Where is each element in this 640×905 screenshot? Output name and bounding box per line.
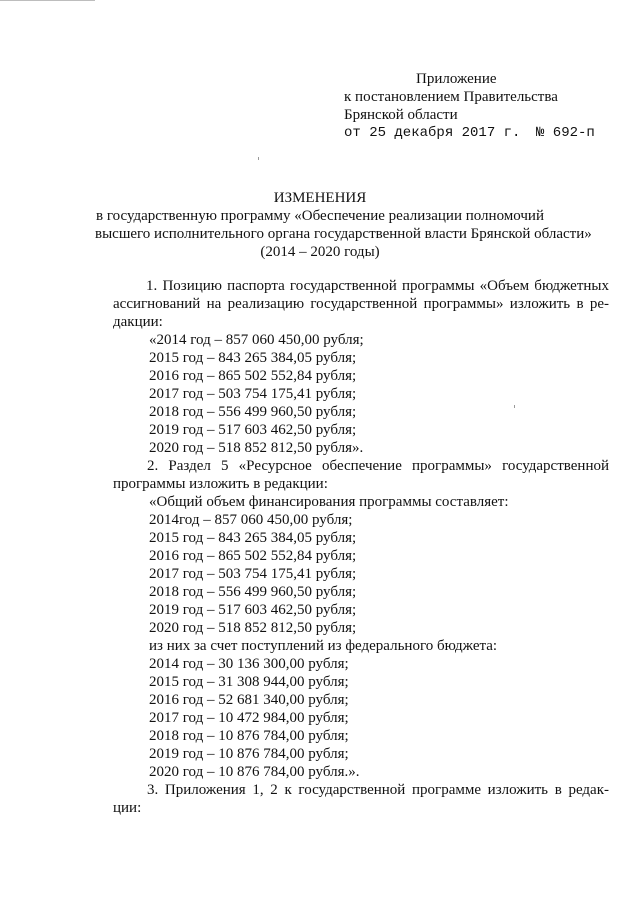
item2-amount: 2018 год – 556 499 960,50 рубля; (149, 584, 357, 600)
document-heading (95, 189, 592, 261)
scan-speck (258, 157, 259, 160)
annex-number: № 692-п (536, 125, 595, 141)
item2-federal-amount: 2014 год – 30 136 300,00 рубля; (149, 656, 349, 672)
item2-federal-amount: 2017 год – 10 472 984,00 рубля; (149, 710, 349, 726)
annex-title: Приложение (416, 71, 497, 87)
item1-amount: 2019 год – 517 603 462,50 рубля; (149, 422, 357, 438)
heading-line-1: в государственную программу «Обеспечение реализации полномочий (96, 208, 544, 224)
document-body (113, 277, 609, 817)
item1-line-2: ассигнований на реализацию государственной программы» изложить в ре- (113, 296, 609, 312)
item1-amount: 2016 год – 865 502 552,84 рубля; (149, 368, 357, 384)
item2-federal-amount: 2015 год – 31 308 944,00 рубля; (149, 674, 349, 690)
item2-total-label: «Общий объем финансирования программы составляет: (149, 494, 509, 510)
item2-line-2: программы изложить в редакции: (113, 476, 328, 492)
annex-region-line: Брянской области (344, 107, 458, 123)
item2-amount: 2020 год – 518 852 812,50 рубля; (149, 620, 357, 636)
item2-amount: 2016 год – 865 502 552,84 рубля; (149, 548, 357, 564)
item1-amount: 2018 год – 556 499 960,50 рубля; (149, 404, 357, 420)
annex-resolution-line: к постановлением Правительства (344, 89, 558, 105)
item2-federal-label: из них за счет поступлений из федерального бюджета: (149, 638, 498, 654)
item1-amount: 2020 год – 518 852 812,50 рубля». (149, 440, 364, 456)
heading-line-2: высшего исполнительного органа государственной власти Брянской области» (95, 226, 592, 242)
item1-amount: 2017 год – 503 754 175,41 рубля; (149, 386, 357, 402)
item1-line-3: дакции: (113, 314, 163, 330)
annex-date: от 25 декабря 2017 г. (344, 125, 521, 141)
item2-amount: 2019 год – 517 603 462,50 рубля; (149, 602, 357, 618)
annex-date-line (344, 124, 624, 142)
item3-line-1: 3. Приложения 1, 2 к государственной программе изложить в редак- (147, 782, 609, 798)
item1-line-1: 1. Позицию паспорта государственной программы «Объем бюджетных (146, 278, 609, 294)
item2-amount: 2014год – 857 060 450,00 рубля; (149, 512, 353, 528)
item2-amount: 2017 год – 503 754 175,41 рубля; (149, 566, 357, 582)
heading-line-3: (2014 – 2020 годы) (260, 244, 380, 260)
heading-title: ИЗМЕНЕНИЯ (273, 190, 367, 206)
annex-block (344, 70, 624, 142)
item3-line-2: ции: (113, 800, 142, 816)
item2-amount: 2015 год – 843 265 384,05 рубля; (149, 530, 357, 546)
scan-artifact (0, 0, 95, 1)
item2-line-1: 2. Раздел 5 «Ресурсное обеспечение программы» государственной (147, 458, 609, 474)
item1-amount: «2014 год – 857 060 450,00 рубля; (149, 332, 364, 348)
item2-federal-amount: 2018 год – 10 876 784,00 рубля; (149, 728, 349, 744)
item2-federal-amount: 2016 год – 52 681 340,00 рубля; (149, 692, 349, 708)
item2-federal-amount: 2019 год – 10 876 784,00 рубля; (149, 746, 349, 762)
item2-federal-amount: 2020 год – 10 876 784,00 рубля.». (149, 764, 360, 780)
item1-amount: 2015 год – 843 265 384,05 рубля; (149, 350, 357, 366)
